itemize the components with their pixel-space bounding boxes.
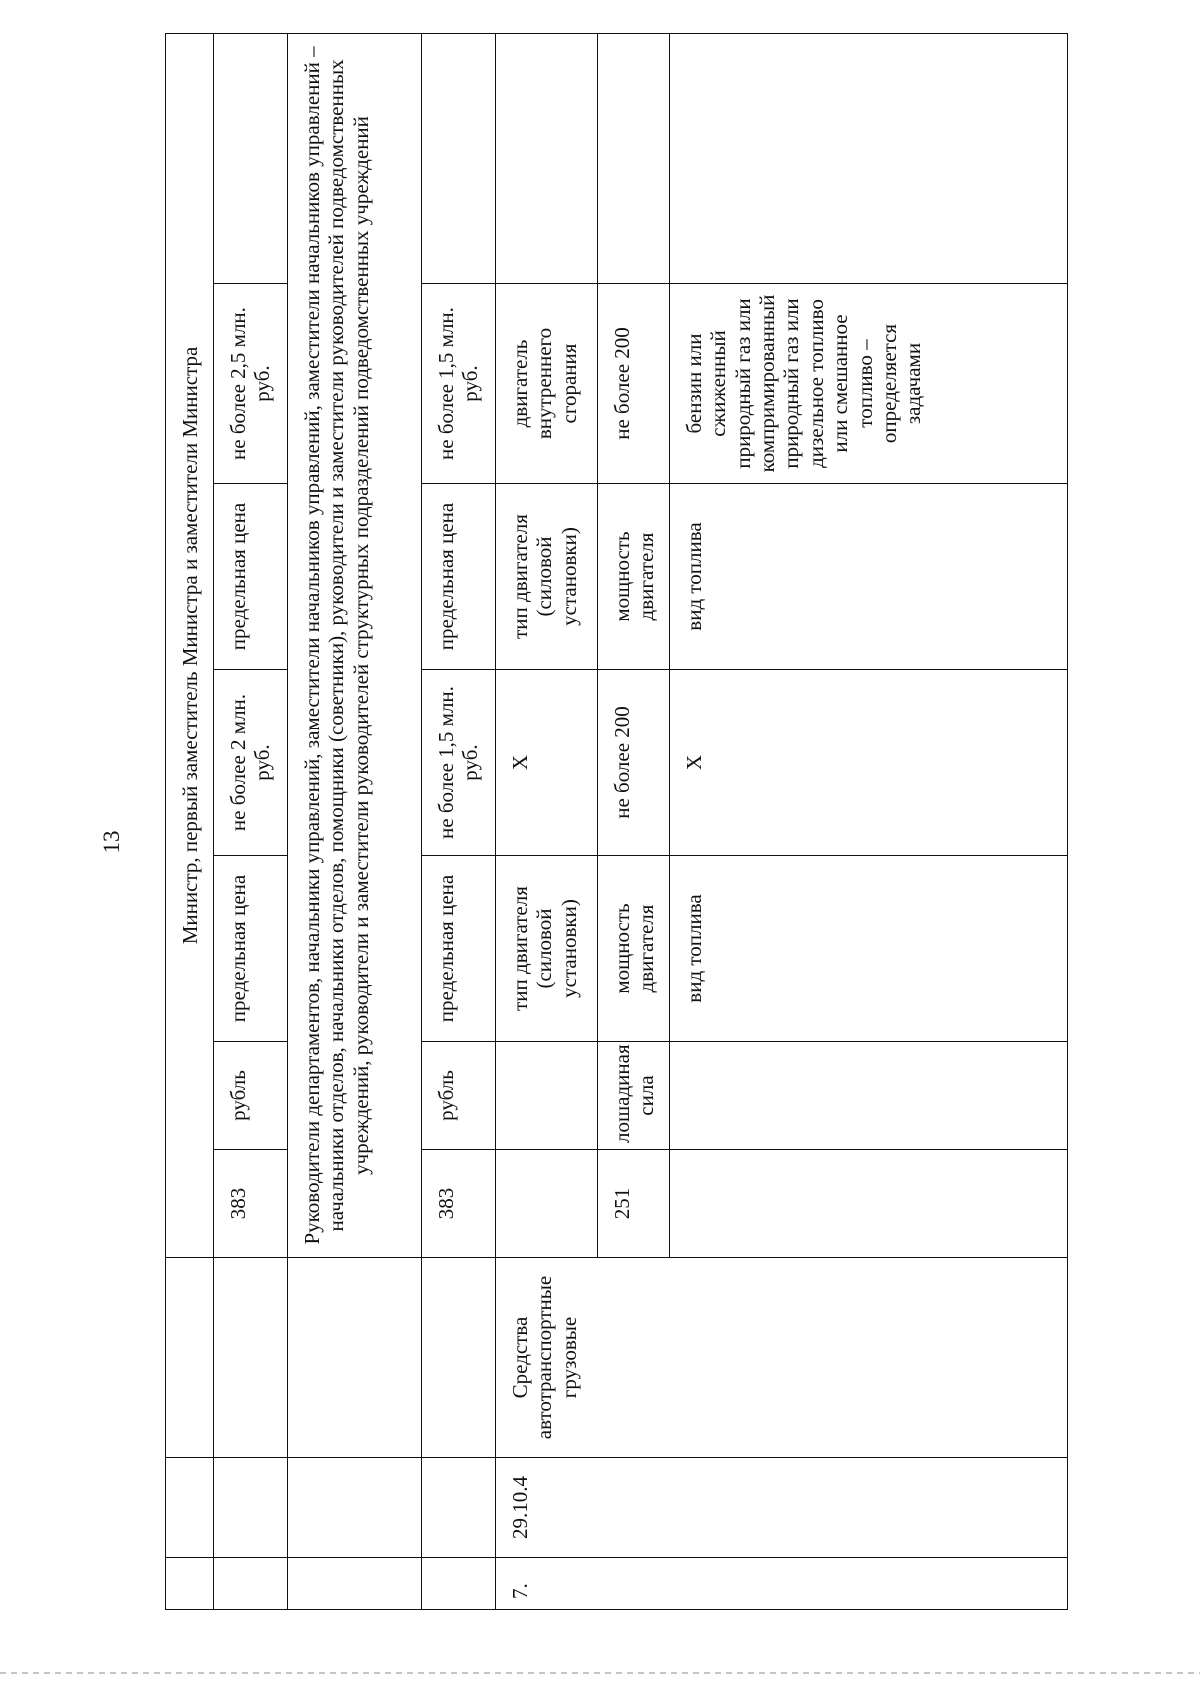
value-cell: Х bbox=[670, 670, 1068, 856]
table-cell-empty bbox=[670, 1150, 1068, 1258]
okpd-code-cell: 29.10.4 bbox=[496, 1458, 1068, 1558]
group-header-heads: Руководители департаментов, начальники управлений, заместители начальников управлений, заместители начальников управлений – начальники отделов, начальники отделов, помощники (советники), руководители и заместители руководителей подведомственных учреждений, руководители и заместители руководителей структурных подразделений подведомственных учреждений bbox=[288, 33, 422, 1257]
table-cell-empty bbox=[214, 33, 288, 283]
okei-code-cell: 383 bbox=[214, 1150, 288, 1258]
table-cell-empty bbox=[598, 33, 670, 283]
characteristic-cell: тип двигателя (силовой установки) bbox=[496, 856, 598, 1042]
page-number: 13 bbox=[99, 830, 124, 854]
row-number-cell: 7. bbox=[496, 1558, 1068, 1610]
table-cell-empty bbox=[496, 1150, 598, 1258]
table-cell-empty bbox=[422, 1458, 496, 1558]
header-cell-empty bbox=[166, 1558, 214, 1610]
value-cell: Х bbox=[496, 670, 598, 856]
table-cell-empty bbox=[670, 33, 1068, 283]
table-cell-empty bbox=[422, 1558, 496, 1610]
table-cell-empty bbox=[422, 33, 496, 283]
characteristic-cell: мощность двигателя bbox=[598, 484, 670, 670]
item-name-cell: Средства автотранспортные грузовые bbox=[496, 1258, 1068, 1458]
table-cell-empty bbox=[422, 1258, 496, 1458]
unit-cell: рубль bbox=[422, 1042, 496, 1150]
characteristic-cell: предельная цена bbox=[422, 856, 496, 1042]
group-header-ministers: Министр, первый заместитель Министра и заместители Министра bbox=[166, 33, 214, 1257]
value-cell: не более 200 bbox=[598, 670, 670, 856]
characteristic-cell: тип двигателя (силовой установки) bbox=[496, 484, 598, 670]
value-cell: бензин или сжиженный природный газ или компримированный природный газ или дизельное топливо или смешанное топливо – определяется задачами bbox=[670, 284, 1068, 484]
table-cell-empty bbox=[214, 1558, 288, 1610]
value-cell: не более 1,5 млн. руб. bbox=[422, 284, 496, 484]
table-row bbox=[288, 33, 422, 1609]
characteristic-cell: предельная цена bbox=[422, 484, 496, 670]
table-row bbox=[214, 33, 288, 1609]
header-cell-empty bbox=[166, 1258, 214, 1458]
characteristic-cell: предельная цена bbox=[214, 484, 288, 670]
table-cell-empty bbox=[214, 1258, 288, 1458]
rotated-table-container bbox=[165, 34, 1067, 1610]
characteristic-cell: предельная цена bbox=[214, 856, 288, 1042]
table-cell-empty bbox=[288, 1258, 422, 1458]
characteristic-cell: мощность двигателя bbox=[598, 856, 670, 1042]
value-cell: двигатель внутреннего сгорания bbox=[496, 284, 598, 484]
okei-code-cell: 383 bbox=[422, 1150, 496, 1258]
characteristic-cell: вид топлива bbox=[670, 484, 1068, 670]
table-cell-empty bbox=[670, 1042, 1068, 1150]
characteristic-cell: вид топлива bbox=[670, 856, 1068, 1042]
table-cell-empty bbox=[214, 1458, 288, 1558]
header-cell-empty bbox=[166, 1458, 214, 1558]
table-row bbox=[422, 33, 496, 1609]
table-row bbox=[166, 33, 214, 1609]
table-cell-empty bbox=[496, 33, 598, 283]
okei-code-cell: 251 bbox=[598, 1150, 670, 1258]
table-cell-empty bbox=[288, 1458, 422, 1558]
table-cell-empty bbox=[496, 1042, 598, 1150]
scan-artifact-line bbox=[0, 1672, 1200, 1674]
table-row bbox=[496, 33, 598, 1609]
table-cell-empty bbox=[288, 1558, 422, 1610]
unit-cell: рубль bbox=[214, 1042, 288, 1150]
value-cell: не более 1,5 млн. руб. bbox=[422, 670, 496, 856]
unit-cell: лошадиная сила bbox=[598, 1042, 670, 1150]
value-cell: не более 2 млн. руб. bbox=[214, 670, 288, 856]
value-cell: не более 200 bbox=[598, 284, 670, 484]
requirements-table bbox=[165, 33, 1068, 1610]
value-cell: не более 2,5 млн. руб. bbox=[214, 284, 288, 484]
